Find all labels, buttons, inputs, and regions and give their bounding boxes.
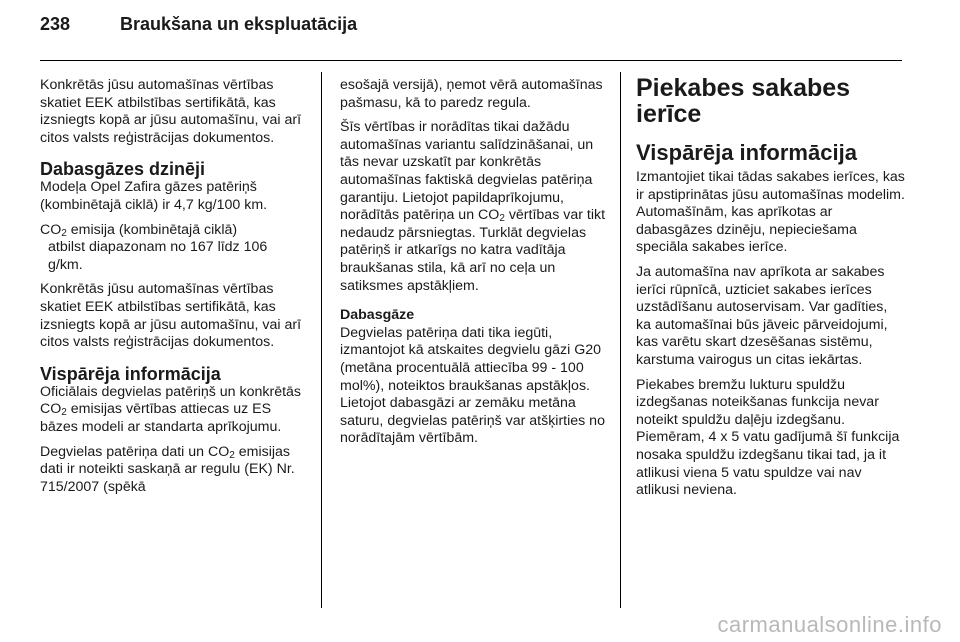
subscript: 2 (61, 407, 67, 419)
text-run: CO (40, 221, 62, 238)
column-1 (40, 77, 304, 503)
paragraph: Degvielas patēriņa dati tika iegūti, izmantojot kā atskaites degvielu gāzi G20 (metāna procentuālā attiecība 99 - 100 mol%), noteiktos braukšanas apstākļos. Lietojot dabasgāzi ar zemāku metāna saturu, degvielas patēriņš var atšķirties no norādītajām vērtībām. (340, 324, 605, 447)
section-heading-gas-engines: Dabasgāzes dzinēji (40, 159, 206, 180)
subscript: 2 (61, 227, 67, 239)
text-run: emisijas dati ir noteikti saskaņā ar regulu (EK) Nr. 715/2007 (spēkā (40, 443, 295, 495)
paragraph: Izmantojiet tikai tādas sakabes ierīces, kas ir apstiprinātas jūsu automašīnas modelim. Automašīnām, kas aprīkotas ar dabasgāzes dzinēju, nepieciešama speciāla sakabes ierīce. (636, 169, 905, 256)
page-title: Braukšana un ekspluatācija (120, 14, 358, 34)
watermark: carmanualsonline.info (717, 612, 942, 637)
section-heading-natural-gas: Dabasgāze (340, 307, 415, 324)
subscript: 2 (229, 449, 235, 461)
text-run: atbilst diapazonam no 167 līdz 106 g/km. (48, 239, 268, 273)
column-2 (340, 77, 606, 455)
page-header (40, 14, 357, 44)
paragraph: Piekabes bremžu lukturu spuldžu izdegšanas noteikšanas funkcija nevar noteikt spuldžu daļēju izdegšanu. Piemēram, 4 x 5 vatu gadījumā šī funkcija nosaka spuldžu izdegšanu tikai tad, ja it atlikusi viena 5 vatu spuldze vai nav atlikusi neviena. (636, 376, 900, 499)
text-run: emisijas vērtības attiecas uz ES bāzes modeli ar standarta aprīkojumu. (40, 401, 282, 435)
text-run: emisija (kombinētajā ciklā) (66, 221, 238, 238)
co2-paragraph (40, 222, 304, 275)
paragraph: Konkrētās jūsu automašīnas vērtības skatiet EEK atbilstības sertifikātā, kas izsniegts kopā ar jūsu automašīnu, vai arī citos valsts reģistrācijas dokumentos. (40, 281, 302, 351)
paragraph (40, 444, 304, 497)
column-divider (321, 72, 322, 608)
text-run: Šīs vērtības ir norādītas tikai dažādu automašīnas variantu salīdzināšanai, un tās nevar uzskatīt par konkrētās automašīnas faktiskā degvielas patēriņa garantiju. Lietojot papildaprīkojumu, norādītās patēriņa un CO (340, 119, 594, 224)
chapter-heading-towbar: Piekabes sakabes ierīce (636, 74, 851, 128)
paragraph: Modeļa Opel Zafira gāzes patēriņš (kombinētajā ciklā) ir 4,7 kg/100 km. (40, 179, 268, 213)
subscript: 2 (499, 213, 505, 225)
paragraph: Ja automašīna nav aprīkota ar sakabes ierīci rūpnīcā, uzticiet sakabes ierīces uzstādīšanu autoservisam. Var gadīties, ka automašīnai būs jāveic pārveidojumi, kas varētu skart dzesēšanas sistēmu, karstuma vairogus un citas iekārtas. (636, 263, 888, 368)
text-run: vērtības var tikt nedaudz pārsniegtas. Turklāt degvielas patēriņš ir atkarīgs no katra vadītāja braukšanas stila, kā arī no ceļa un satiksmes apstākļiem. (340, 207, 606, 294)
section-heading-general-info: Vispārēja informācija (40, 363, 221, 384)
text-run: Degvielas patēriņa dati un CO (40, 443, 230, 460)
column-divider (620, 72, 621, 608)
section-heading-general-info: Vispārēja informācija (636, 140, 857, 165)
paragraph (40, 384, 304, 437)
text-run: Oficiālais degvielas patēriņš un konkrētās CO (40, 383, 302, 418)
page-number: 238 (40, 14, 71, 34)
paragraph: Konkrētās jūsu automašīnas vērtības skatiet EEK atbilstības sertifikātā, kas izsniegts kopā ar jūsu automašīnu, vai arī citos valsts reģistrācijas dokumentos. (40, 77, 302, 146)
paragraph: esošajā versijā), ņemot vērā automašīnas pašmasu, kā to paredz regula. (340, 77, 603, 111)
paragraph (340, 119, 606, 295)
column-3 (636, 74, 906, 507)
header-divider (40, 60, 902, 61)
